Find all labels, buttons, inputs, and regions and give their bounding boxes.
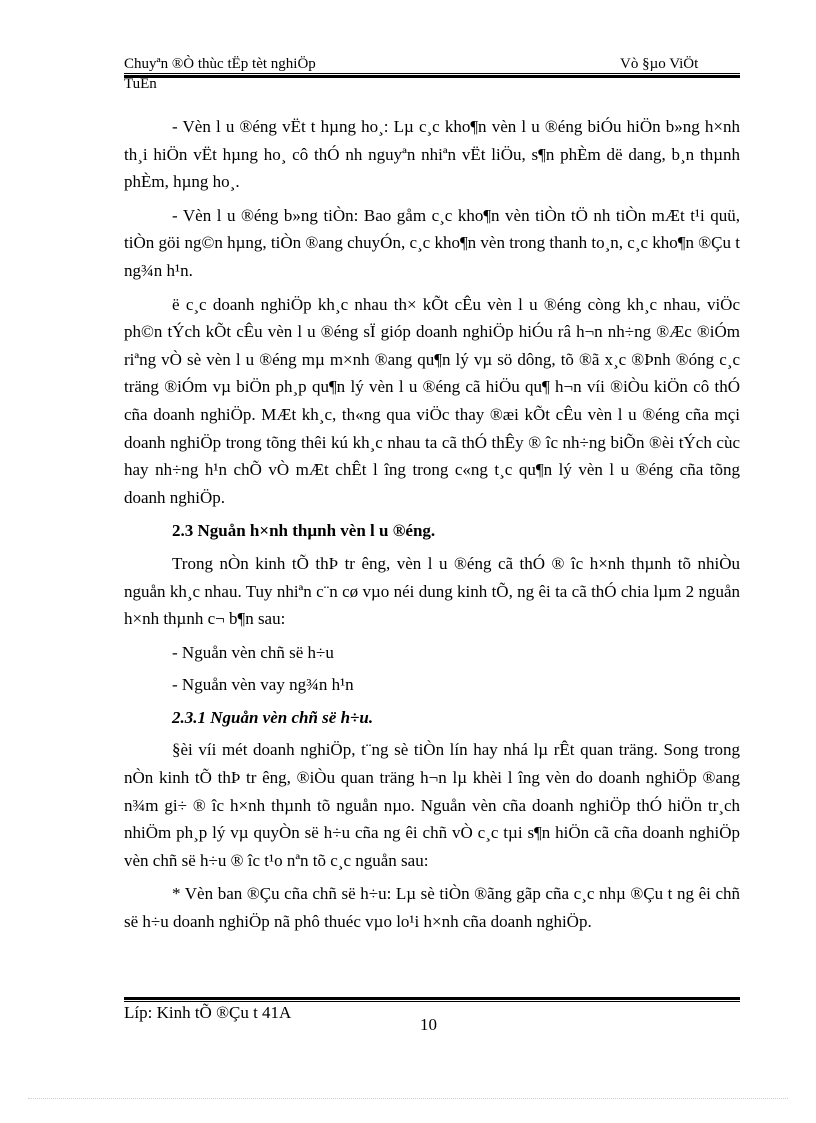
list-item-2: - Nguån vèn vay ng¾n h¹n: [172, 675, 354, 695]
header-left-line1: Chuyªn ®Ò thùc tËp tèt nghiÖp: [124, 56, 316, 72]
section-heading-2-3: 2.3 Nguån h×nh thµnh vèn l u ®éng.: [172, 521, 436, 541]
paragraph-3: ë c¸c doanh nghiÖp kh¸c nhau th× kÕt cÊu vèn l u ®éng còng kh¸c nhau, viÖc ph©n tÝch kÕt cÊu vèn l u ®éng sÏ gióp doanh nghiÖp hiÓu râ h¬n nh÷ng ®Æc ®iÓm riªng vÒ sè vèn l u ®éng mµ m×nh ®ang qu¶n lý vµ sö dông, tõ ®ã x¸c ®Þnh ®óng c¸c träng ®iÓm vµ biÖn ph¸p qu¶n lý vèn l u ®éng cã hiÖu qu¶ h¬n víi ®iÒu kiÖn cô thÓ cña doanh nghiÖp. MÆt kh¸c, th«ng qua viÖc thay ®æi kÕt cÊu vèn l u ®éng cña mçi doanh nghiÖp trong tõng thêi kú kh¸c nhau ta cã thÓ thÊy ® îc nh÷ng biÕn ®èi tÝch cùc hay nh÷ng h¹n chÕ vÒ mÆt chÊt l îng trong c«ng t¸c qu¶n lý vèn l u ®éng cña tõng doanh nghiÖp.: [124, 294, 740, 507]
page-bottom-border: [28, 1098, 788, 1099]
header-right: Vò §µo ViÖt: [620, 56, 699, 72]
footer-rule-thin: [124, 1001, 740, 1002]
header-rule-thick: [124, 75, 740, 78]
paragraph-5: §èi víi mét doanh nghiÖp, t¨ng sè tiÒn lín hay nhá lµ rÊt quan träng. Song trong nÒn kinh tÕ thÞ tr êng, ®iÒu quan träng h¬n lµ khèi l îng vèn do doanh nghiÖp ®ang n¾m gi÷ ® îc h×nh thµnh tõ nguån nµo. Nguån vèn cña doanh nghiÖp thÓ hiÖn tr¸ch nhiÖm ph¸p lý vµ quyÒn së h÷u cña ng êi chñ vÒ c¸c tµi s¶n hiÖn cã cña doanh nghiÖp vèn chñ së h÷u ® îc t¹o nªn tõ c¸c nguån sau:: [124, 740, 740, 870]
footer-left: Líp: Kinh tÕ ®Çu t 41A: [124, 1003, 292, 1022]
paragraph-4: Trong nÒn kinh tÕ thÞ tr êng, vèn l u ®éng cã thÓ ® îc h×nh thµnh tõ nhiÒu nguån kh¸c nhau. Tuy nhiªn c¨n cø vµo néi dung kinh tÕ, ng êi ta cã thÓ chia lµm 2 nguån h×nh thµnh c¬ b¶n sau:: [124, 553, 740, 629]
paragraph-6: * Vèn ban ®Çu cña chñ së h÷u: Lµ sè tiÒn ®ãng gãp cña c¸c nhµ ®Çu t ng êi chñ së h÷u doanh nghiÖp nã phô thuéc vµo lo¹i h×nh cña doanh nghiÖp.: [124, 884, 740, 932]
section-heading-2-3-1: 2.3.1 Nguån vèn chñ së h÷u.: [172, 707, 374, 727]
header-left-line2: TuÊn: [124, 76, 157, 92]
footer-rule-thick: [124, 997, 740, 1000]
page-number: 10: [420, 1015, 437, 1034]
document-body: [124, 113, 740, 942]
header-rule-thin: [124, 73, 740, 74]
list-item-1: - Nguån vèn chñ së h÷u: [172, 642, 334, 662]
paragraph-2: - Vèn l u ®éng b»ng tiÒn: Bao gåm c¸c kho¶n vèn tiÒn tÖ nh tiÒn mÆt t¹i quü, tiÒn göi ng©n hµng, tiÒn ®ang chuyÓn, c¸c kho¶n vèn trong thanh to¸n, c¸c kho¶n ®Çu t ng¾n h¹n.: [124, 205, 740, 280]
paragraph-1: - Vèn l u ®éng vËt t hµng ho¸: Lµ c¸c kho¶n vèn l u ®éng biÓu hiÖn b»ng h×nh th¸i hiÖn vËt hµng ho¸ cô thÓ nh nguyªn nhiªn vËt liÖu, s¶n phÈm dë dang, b¸n thµnh phÈm, hµng ho¸.: [124, 117, 740, 192]
